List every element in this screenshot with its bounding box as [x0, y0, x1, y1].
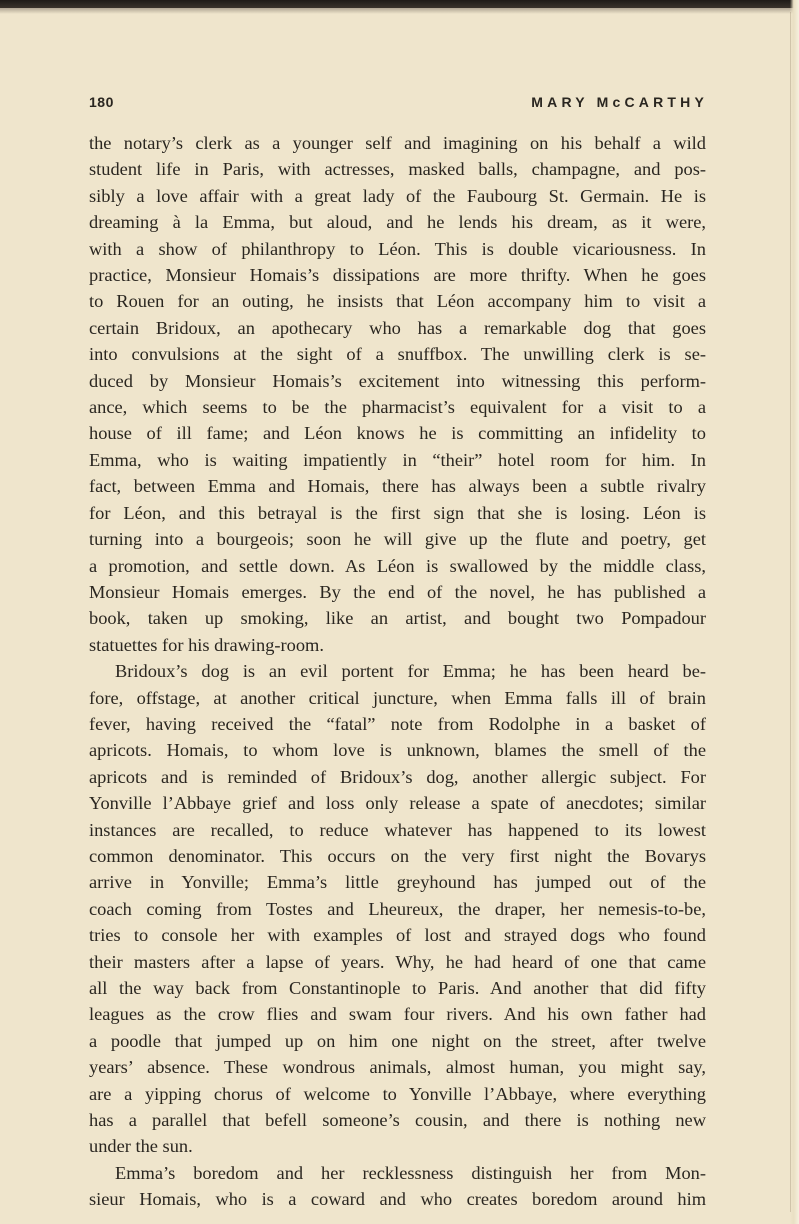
text-line: sibly a love affair with a great lady of the Faubourg St. Germain. He is [89, 185, 706, 206]
text-line: dreaming à la Emma, but aloud, and he lends his dream, as it were, [89, 212, 706, 233]
page-header [89, 94, 708, 118]
text-line: apricots. Homais, to whom love is unknown, blames the smell of the [89, 740, 706, 761]
paragraph-last-line: under the sun. [89, 1136, 193, 1157]
page-binding-line [790, 12, 791, 1212]
text-line: leagues as the crow flies and swam four rivers. And his own father had [89, 1004, 706, 1025]
text-line: years’ absence. These wondrous animals, almost human, you might say, [89, 1057, 706, 1078]
text-line: for Léon, and this betrayal is the first sign that she is losing. Léon is [89, 502, 706, 523]
paragraph-first-line: Bridoux’s dog is an evil portent for Emma; he has been heard be- [115, 661, 706, 682]
text-line: are a yipping chorus of welcome to Yonville l’Abbaye, where everything [89, 1083, 706, 1104]
text-line: certain Bridoux, an apothecary who has a remarkable dog that goes [89, 317, 706, 338]
text-line: practice, Monsieur Homais’s dissipations are more thrifty. When he goes [89, 265, 706, 286]
text-line: Yonville l’Abbaye grief and loss only release a spate of anecdotes; similar [89, 793, 706, 814]
text-line: to Rouen for an outing, he insists that Léon accompany him to visit a [89, 291, 706, 312]
paragraph-last-line: statuettes for his drawing-room. [89, 634, 324, 655]
text-line: fever, having received the “fatal” note from Rodolphe in a basket of [89, 713, 706, 734]
text-line: coach coming from Tostes and Lheureux, the draper, her nemesis-to-be, [89, 898, 706, 919]
text-line: house of ill fame; and Léon knows he is committing an infidelity to [89, 423, 706, 444]
text-line: sieur Homais, who is a coward and who creates boredom around him [89, 1189, 706, 1210]
text-line: all the way back from Constantinople to Paris. And another that did fifty [89, 978, 706, 998]
text-line: with a show of philanthropy to Léon. This is double vicariousness. In [89, 238, 706, 259]
text-line: Emma, who is waiting impatiently in “their” hotel room for him. In [89, 449, 706, 470]
text-line: their masters after a lapse of years. Why, he had heard of one that came [89, 951, 706, 972]
text-line: fore, offstage, at another critical juncture, when Emma falls ill of brain [89, 687, 706, 708]
text-line: the notary’s clerk as a younger self and imagining on his behalf a wild [89, 133, 706, 153]
text-line: student life in Paris, with actresses, masked balls, champagne, and pos- [89, 159, 706, 180]
text-line: fact, between Emma and Homais, there has always been a subtle rivalry [89, 476, 706, 497]
text-line: ance, which seems to be the pharmacist’s equivalent for a visit to a [89, 397, 706, 418]
text-line: has a parallel that befell someone’s cousin, and there is nothing new [89, 1110, 706, 1131]
body-text [89, 130, 706, 1213]
running-head: MARY McCARTHY [531, 94, 708, 110]
text-line: instances are recalled, to reduce whatever has happened to its lowest [89, 819, 706, 840]
text-line: common denominator. This occurs on the very first night the Bovarys [89, 845, 706, 866]
paragraph-first-line: Emma’s boredom and her recklessness distinguish her from Mon- [115, 1162, 706, 1183]
text-line: arrive in Yonville; Emma’s little greyhound has jumped out of the [89, 872, 706, 893]
page-top-shadow [0, 0, 799, 8]
text-line: book, taken up smoking, like an artist, and bought two Pompadour [89, 608, 706, 629]
text-line: into convulsions at the sight of a snuffbox. The unwilling clerk is se- [89, 344, 706, 365]
page-number: 180 [89, 94, 114, 110]
text-line: a poodle that jumped up on him one night on the street, after twelve [89, 1030, 706, 1051]
text-line: a promotion, and settle down. As Léon is swallowed by the middle class, [89, 555, 706, 576]
text-line: turning into a bourgeois; soon he will give up the flute and poetry, get [89, 529, 706, 550]
text-line: duced by Monsieur Homais’s excitement into witnessing this perform- [89, 370, 706, 391]
page-top-shadow-fade [0, 8, 799, 14]
page-right-edge [790, 0, 799, 1224]
text-line: Monsieur Homais emerges. By the end of the novel, he has published a [89, 581, 706, 602]
text-line: tries to console her with examples of lost and strayed dogs who found [89, 925, 706, 946]
text-line: apricots and is reminded of Bridoux’s dog, another allergic subject. For [89, 766, 706, 787]
